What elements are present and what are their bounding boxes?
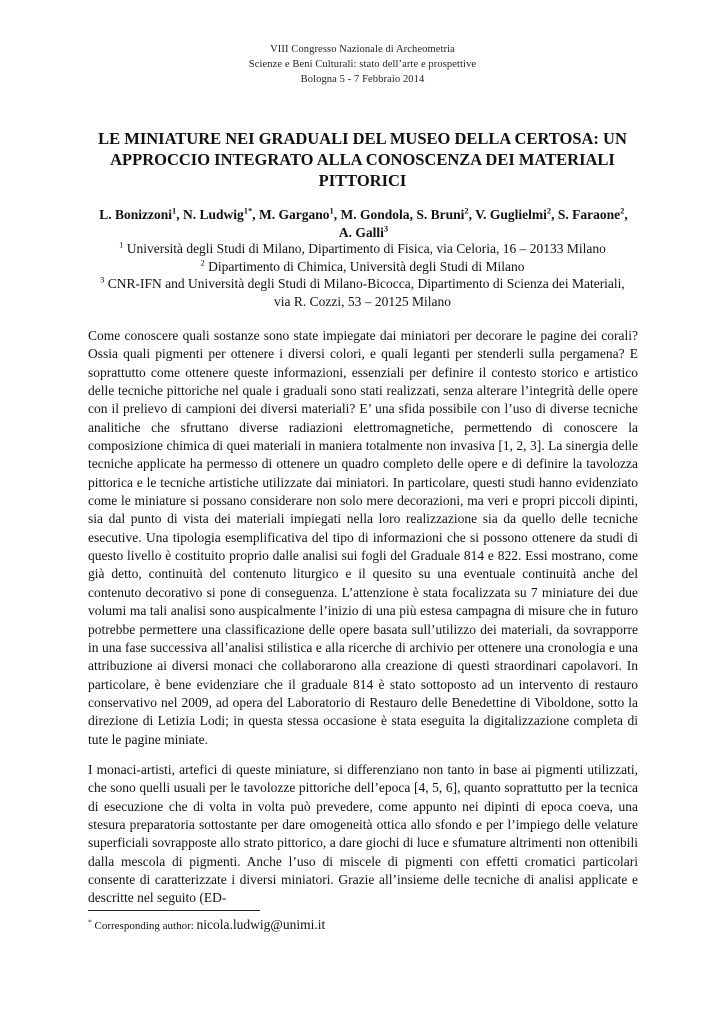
affiliation-list [92,240,633,310]
body-paragraph: Come conoscere quali sostanze sono state impiegate dai miniatori per decorare le pagine dei corali? Ossia quali pigmenti per ottenere i diversi colori, e quali leganti per stenderli sulla pergamena? E soprattutto come ottenere queste informazioni, essenziali per definire il contesto storico e artistico delle tecniche pittoriche nel quale i graduali sono stati realizzati, senza alterare l’integrità delle opere con il prelievo di campioni dei diversi materiali? E’ una sfida possibile con l’uso di diverse tecniche analitiche che sfruttano diverse radiazioni elettromagnetiche, permettendo di conoscere la composizione chimica di quei materiali in maniera totalmente non invasiva [1, 2, 3]. La sinergia delle tecniche applicate ha permesso di ottenere un quadro completo delle opere e di definire la tavolozza pittorica e le tecniche artistiche utilizzate dai miniatori. In particolare, questi studi hanno evidenziato come le miniature si possano considerare non solo mere decorazioni, ma veri e propri piccoli dipinti, sia dal punto di vista dei materiali impiegati nella loro realizzazione sia da quello delle tecniche esecutive. Una tipologia esemplificativa del tipo di informazioni che si possono ottenere da studi di questo livello è costituito proprio dalle analisi sui fogli del Graduale 814 e 822. Essi mostrano, come già detto, continuità del contenuto liturgico e il quesito su una eventuale continuità anche del contenuto decorativo si pone di conseguenza. L’attenzione è stata focalizzata su 7 miniature dei due volumi ma tali analisi sono auspicalmente l’inizio di una più estesa campagna di misure che in futuro potrebbe permettere una classificazione delle opere basata sull’utilizzo dei materiali, da sovrapporre in una fase successiva all’analisi stilistica e alla ricerche di archivio per ottenere una cronologia e una attribuzione ai diversi monaci che collaborarono alla creazione di questi straordinari capolavori. In particolare, è bene evidenziare che il graduale 814 è stato sottoposto ad un intervento di restauro conservativo nel 2009, ad opera del Laboratorio di Restauro delle Benedettine di Viboldone, sotto la direzione di Letizia Lodi; in questa stessa occasione è stata eseguita la digitalizzazione completa di tute le pagine miniate. [88,328,638,747]
abstract-body [88,327,638,920]
author-affiliation-mark: 3 [383,223,389,234]
author-separator: , [333,207,341,222]
corresponding-email[interactable]: nicola.ludwig@unimi.it [196,917,326,932]
author [558,207,628,222]
footnote [88,917,588,934]
affiliation-text: Università degli Studi di Milano, Dipartimento di Fisica, via Celoria, 16 – 20133 Milano [126,241,606,256]
author-separator: , [409,207,417,222]
author-separator: , [252,207,260,222]
author-affiliation-mark: 2 [620,205,625,216]
author [475,207,558,222]
author-affiliation-mark: 1 [172,205,177,216]
author [183,207,259,222]
footnote-divider [88,910,260,911]
author [259,207,341,222]
conference-subtitle: Scienze e Beni Culturali: stato dell’arte e prospettive [248,59,477,70]
author-name: A. Galli [338,225,384,240]
title-line: LE MINIATURE NEI GRADUALI DEL MUSEO DELLA CERTOSA: UN [98,129,627,148]
affiliation [92,240,633,258]
title-line: APPROCCIO INTEGRATO ALLA CONOSCENZA DEI MATERIALI [110,150,615,169]
author [416,207,475,222]
body-paragraph: I monaci-artisti, artefici di queste miniature, si differenziano non tanto in base ai pigmenti utilizzati, che sono quelli usuali per le tavolozze pittoriche dell’epoca [4, 5, 6], quanto soprattutto per la tecnica di esecuzione che di volta in volta può prevedere, come appunto nei dipinti di epoca coeva, una stesura preparatoria sottostante per dare omogeneità ottica allo sfondo e per l’impiego delle velature superficiali sovrapposte allo strato pittorico, a dare giochi di luce e sfumature altrimenti non ottenibili dalla mescola di pigmenti. Anche l’uso di miscele di pigmenti con effetti cromatici particolari consente di caratterizzate i diversi miniatori. Grazie all’insieme delle tecniche di analisi applicate e descritte nel seguito (ED- [88,761,638,906]
author-affiliation-mark: 1* [243,205,253,216]
affiliation [92,258,633,276]
paper-title [80,128,645,191]
conference-date-place: Bologna 5 - 7 Febbraio 2014 [300,74,425,85]
footnote-label: Corresponding author: [94,920,194,932]
author-name: L. Bonizzoni [99,207,173,222]
author [99,207,183,222]
author-separator: , [624,207,628,222]
author-affiliation-mark: 2 [464,205,469,216]
author-name: M. Gargano [259,207,330,222]
conference-name: VIII Congresso Nazionale di Archeometria [270,44,455,55]
title-line: PITTORICI [318,171,407,190]
affiliation-number: 1 [119,239,124,250]
affiliation [92,275,633,310]
affiliation-number: 3 [100,274,105,285]
affiliation-text: Dipartimento di Chimica, Università degli Studi di Milano [208,258,525,274]
author-name: N. Ludwig [183,207,244,222]
conference-header [0,42,725,87]
author-name: V. Guglielmi [475,207,547,222]
author-separator: , [551,207,558,222]
author-name: S. Bruni [416,207,465,222]
affiliation-text: CNR-IFN and Università degli Studi di Milano-Bicocca, Dipartimento di Scienza dei Materiali, via R. Cozzi, 53 – 20125 Milano [107,276,625,309]
author [339,225,388,240]
author-affiliation-mark: 1 [329,205,334,216]
author-separator: , [176,207,184,222]
author-list [96,206,631,242]
author-name: M. Gondola [340,207,410,222]
footnote-mark: * [88,917,92,927]
affiliation-number: 2 [200,257,205,267]
author-name: S. Faraone [557,207,621,222]
author [341,207,417,222]
author-affiliation-mark: 2 [546,205,552,216]
author-separator: , [468,207,476,222]
